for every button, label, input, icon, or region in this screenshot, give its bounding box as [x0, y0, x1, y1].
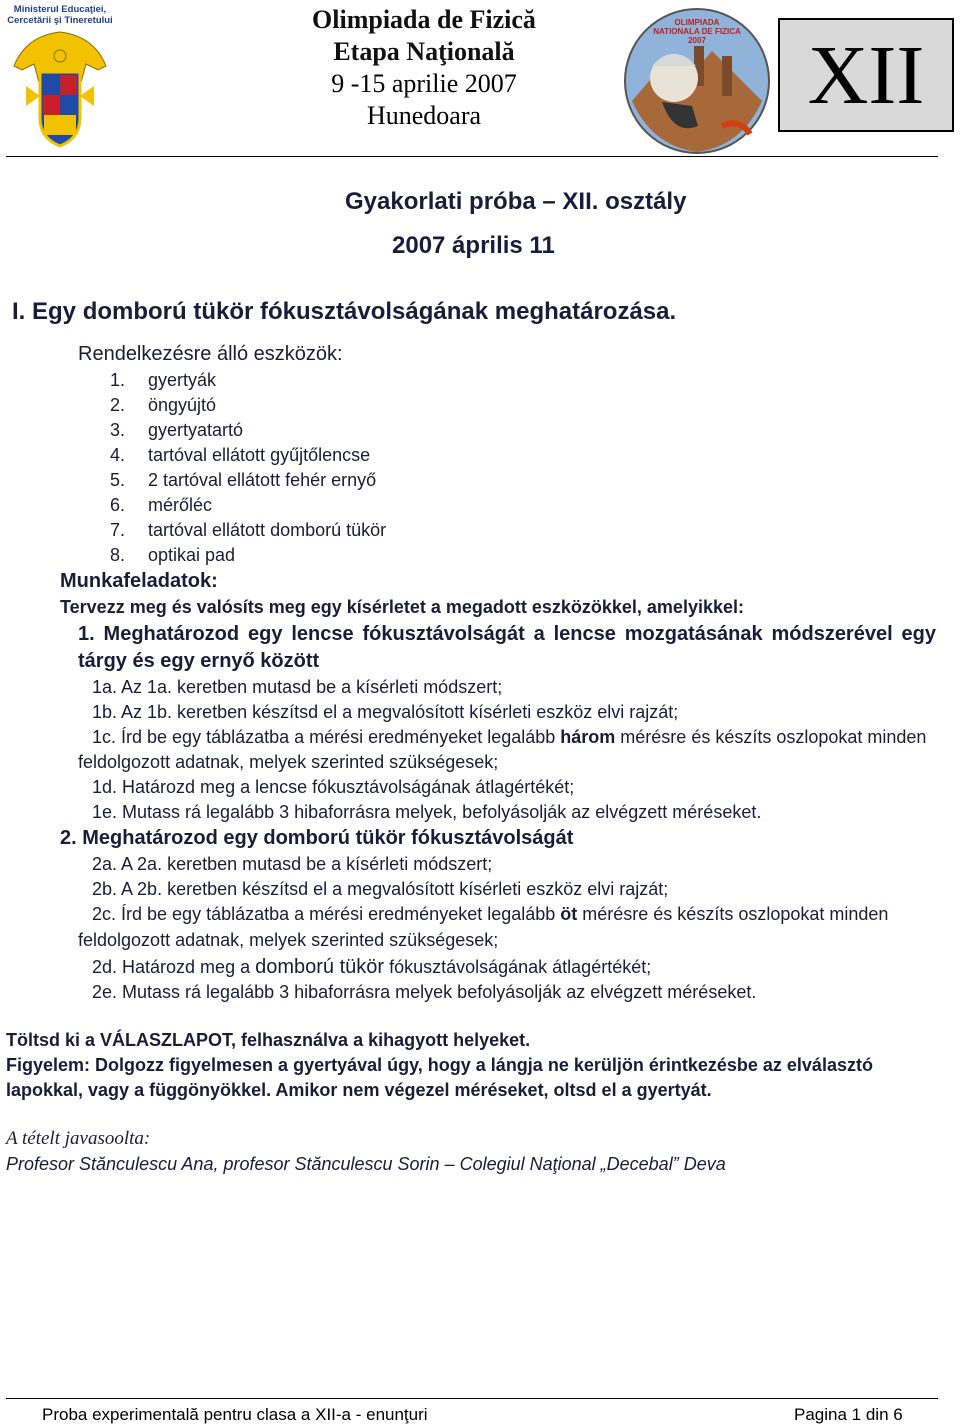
tasks-intro: Tervezz meg és valósíts meg egy kísérletet a megadott eszközökkel, amelyikkel: [60, 597, 744, 617]
ministry-name [6, 4, 114, 26]
page-number: Pagina 1 din 6 [794, 1405, 903, 1424]
list-item: 3. gyertyatartó [110, 420, 244, 440]
notice-fill-answer-sheet: Töltsd ki a VÁLASZLAPOT, felhasználva a kihagyott helyeket. [6, 1030, 531, 1050]
notice-warning-line2: lapokkal, vagy a függönyökkel. Amikor nem végezel méréseket, oltsd el a gyertyát. [6, 1080, 712, 1100]
footer-left: Proba experimentală pentru clasa a XII-a - enunţuri [42, 1405, 428, 1424]
list-item: 5. 2 tartóval ellátott fehér ernyő [110, 470, 377, 490]
list-item: 6. mérőléc [110, 495, 213, 515]
ministry-crest-logo [6, 4, 114, 154]
header-divider [6, 156, 938, 157]
list-item: 2. öngyújtó [110, 395, 217, 415]
task2-title: 2. Meghatározod egy domború tükör fókusztávolságát [60, 827, 574, 849]
task2d: 2d. Határozd meg a domború tükör fókusztávolságának átlagértékét; [92, 956, 652, 978]
proposed-by: Profesor Stănculescu Ana, profesor Stănculescu Sorin – Colegiul Naţional „Decebal” Deva [6, 1154, 726, 1174]
page-date: 2007 április 11 [392, 232, 555, 259]
notice-warning-line1: Figyelem: Dolgozz figyelmesen a gyertyával úgy, hogy a lángja ne kerüljön érintkezésbe az elválasztó [6, 1055, 873, 1075]
tasks-heading: Munkafeladatok: [60, 570, 218, 592]
list-item: 7. tartóval ellátott domború tükör [110, 520, 387, 540]
task2c-line2: feldolgozott adatnak, melyek szerinted szükségesek; [78, 930, 499, 950]
olympiad-title: Olimpiada de Fizică [312, 5, 536, 34]
equipment-list [110, 368, 386, 568]
task1d: 1d. Határozd meg a lencse fókusztávolságának átlagértékét; [92, 777, 575, 797]
olympiad-logo-text: OLIMPIADA NATIONALA DE FIZICA 2007 [653, 18, 741, 45]
coat-of-arms-icon [6, 26, 114, 152]
grade-box: XII [778, 18, 954, 132]
task2a: 2a. A 2a. keretben mutasd be a kísérleti módszert; [92, 854, 493, 874]
ministry-line-1: Ministerul Educaţiei, [13, 4, 107, 15]
ministry-line-2: Cercetării şi Tineretului [7, 15, 113, 26]
task1-title-line2: tárgy és egy ernyő között [78, 650, 320, 672]
task2e: 2e. Mutass rá legalább 3 hibaforrásra melyek befolyásolják az elvégzett méréseket. [92, 982, 757, 1002]
list-item: 4. tartóval ellátott gyűjtőlencse [110, 445, 371, 465]
olympiad-dates: 9 -15 aprilie 2007 [331, 69, 517, 98]
olympiad-header [290, 4, 558, 132]
olympiad-logo [622, 6, 772, 156]
footer-divider [6, 1398, 938, 1399]
section-title: I. Egy domború tükör fókusztávolságának meghatározása. [12, 298, 677, 325]
task1c-line2: feldolgozott adatnak, melyek szerinted szükségesek; [78, 752, 499, 772]
olympiad-location: Hunedoara [366, 101, 482, 130]
list-item: 8. optikai pad [110, 545, 236, 565]
task2b: 2b. A 2b. keretben készítsd el a megvalósított kísérleti eszköz elvi rajzát; [92, 879, 669, 899]
proposed-label: A tételt javasoolta: [6, 1128, 151, 1149]
task1a: 1a. Az 1a. keretben mutasd be a kísérleti módszert; [92, 677, 503, 697]
equipment-heading: Rendelkezésre álló eszközök: [78, 343, 343, 365]
list-item: 1. gyertyák [110, 370, 217, 390]
task1-title-line1: 1. Meghatározod egy lencse fókusztávolságát a lencse mozgatásának módszerével egy [78, 623, 936, 645]
task1b: 1b. Az 1b. keretben készítsd el a megvalósított kísérleti eszköz elvi rajzát; [92, 702, 679, 722]
page-title: Gyakorlati próba – XII. osztály [345, 188, 687, 215]
olympiad-stage: Etapa Naţională [333, 37, 515, 66]
task2c: 2c. Írd be egy táblázatba a mérési eredményeket legalább öt mérésre és készíts oszlopokat minden [92, 904, 889, 924]
task1e: 1e. Mutass rá legalább 3 hibaforrásra melyek, befolyásolják az elvégzett méréseket. [92, 802, 762, 822]
task1c: 1c. Írd be egy táblázatba a mérési eredményeket legalább három mérésre és készíts oszlopokat minden [92, 727, 927, 747]
